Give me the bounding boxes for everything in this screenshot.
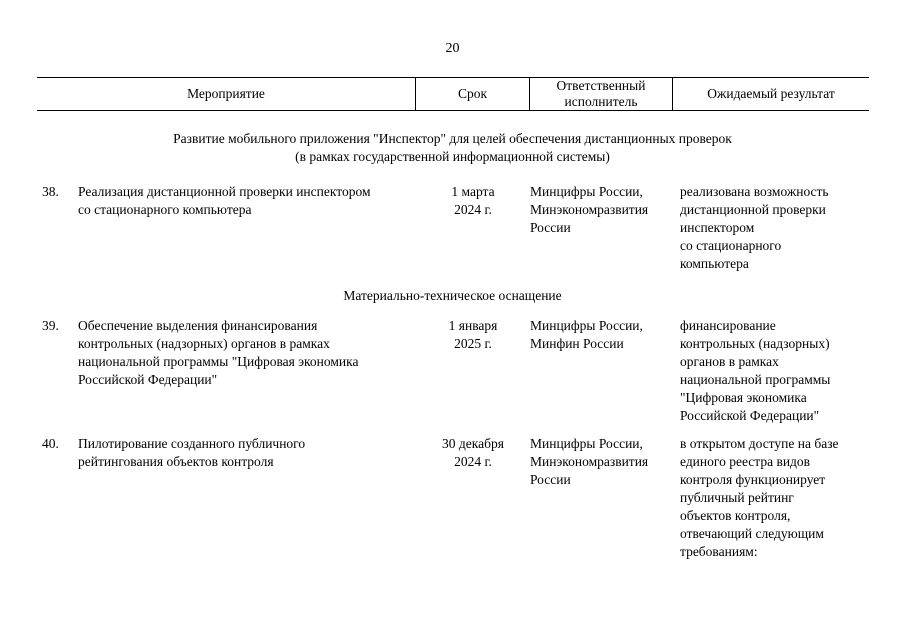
result-line: инспектором	[680, 220, 755, 235]
row-result	[680, 183, 870, 273]
result-line: со стационарного	[680, 238, 782, 253]
deadline-line: 1 марта	[451, 184, 495, 199]
row-event	[78, 317, 418, 389]
row-result	[680, 317, 870, 425]
deadline-line: 2025 г.	[454, 336, 492, 351]
event-line: национальной программы "Цифровая экономика	[78, 354, 359, 369]
row-number: 39.	[42, 318, 59, 333]
result-line: требованиям:	[680, 544, 758, 559]
executor-line: России	[530, 220, 571, 235]
event-line: Российской Федерации"	[78, 372, 218, 387]
executor-line: Минфин России	[530, 336, 624, 351]
row-deadline	[420, 317, 526, 353]
header-executor-line: Ответственный	[556, 78, 646, 93]
section-title-line: Развитие мобильного приложения "Инспектор" для целей обеспечения дистанционных проверок	[173, 131, 732, 146]
row-number: 38.	[42, 184, 59, 199]
row-result	[680, 435, 870, 561]
header-result	[673, 77, 869, 111]
result-line: компьютера	[680, 256, 749, 271]
result-line: дистанционной проверки	[680, 202, 826, 217]
event-line: рейтингования объектов контроля	[78, 454, 274, 469]
row-deadline	[420, 183, 526, 219]
row-event	[78, 435, 418, 471]
executor-line: Минэкономразвития	[530, 454, 649, 469]
result-line: Российской Федерации"	[680, 408, 820, 423]
row-executor	[530, 183, 670, 237]
executor-line: Минцифры России,	[530, 318, 643, 333]
event-line: Реализация дистанционной проверки инспектором	[78, 184, 371, 199]
deadline-line: 2024 г.	[454, 202, 492, 217]
section-title-line: (в рамках государственной информационной системы)	[295, 149, 610, 164]
result-line: публичный рейтинг	[680, 490, 794, 505]
row-executor	[530, 435, 670, 489]
header-executor-line: исполнитель	[564, 94, 638, 109]
executor-line: России	[530, 472, 571, 487]
result-line: финансирование	[680, 318, 776, 333]
result-line: единого реестра видов	[680, 454, 811, 469]
page-number: 20	[445, 41, 460, 56]
section-title	[0, 130, 905, 166]
executor-line: Минцифры России,	[530, 436, 643, 451]
result-line: национальной программы	[680, 372, 831, 387]
section-title	[0, 287, 905, 305]
header-result-label: Ожидаемый результат	[707, 86, 835, 101]
deadline-line: 1 января	[448, 318, 498, 333]
event-line: Обеспечение выделения финансирования	[78, 318, 318, 333]
header-deadline	[416, 77, 529, 111]
header-executor	[530, 77, 672, 111]
header-event	[37, 77, 415, 111]
deadline-line: 2024 г.	[454, 454, 492, 469]
event-line: Пилотирование созданного публичного	[78, 436, 306, 451]
row-event	[78, 183, 418, 219]
result-line: в открытом доступе на базе	[680, 436, 839, 451]
section-title-line: Материально-техническое оснащение	[343, 288, 562, 303]
row-deadline	[420, 435, 526, 471]
executor-line: Минцифры России,	[530, 184, 643, 199]
result-line: "Цифровая экономика	[680, 390, 807, 405]
header-deadline-label: Срок	[457, 86, 488, 101]
result-line: органов в рамках	[680, 354, 779, 369]
event-line: со стационарного компьютера	[78, 202, 252, 217]
executor-line: Минэкономразвития	[530, 202, 649, 217]
event-line: контрольных (надзорных) органов в рамках	[78, 336, 330, 351]
header-event-label: Мероприятие	[187, 86, 265, 101]
row-executor	[530, 317, 670, 353]
deadline-line: 30 декабря	[442, 436, 504, 451]
result-line: объектов контроля,	[680, 508, 791, 523]
result-line: отвечающий следующим	[680, 526, 824, 541]
result-line: реализована возможность	[680, 184, 829, 199]
row-number: 40.	[42, 436, 59, 451]
result-line: контроля функционирует	[680, 472, 826, 487]
result-line: контрольных (надзорных)	[680, 336, 830, 351]
